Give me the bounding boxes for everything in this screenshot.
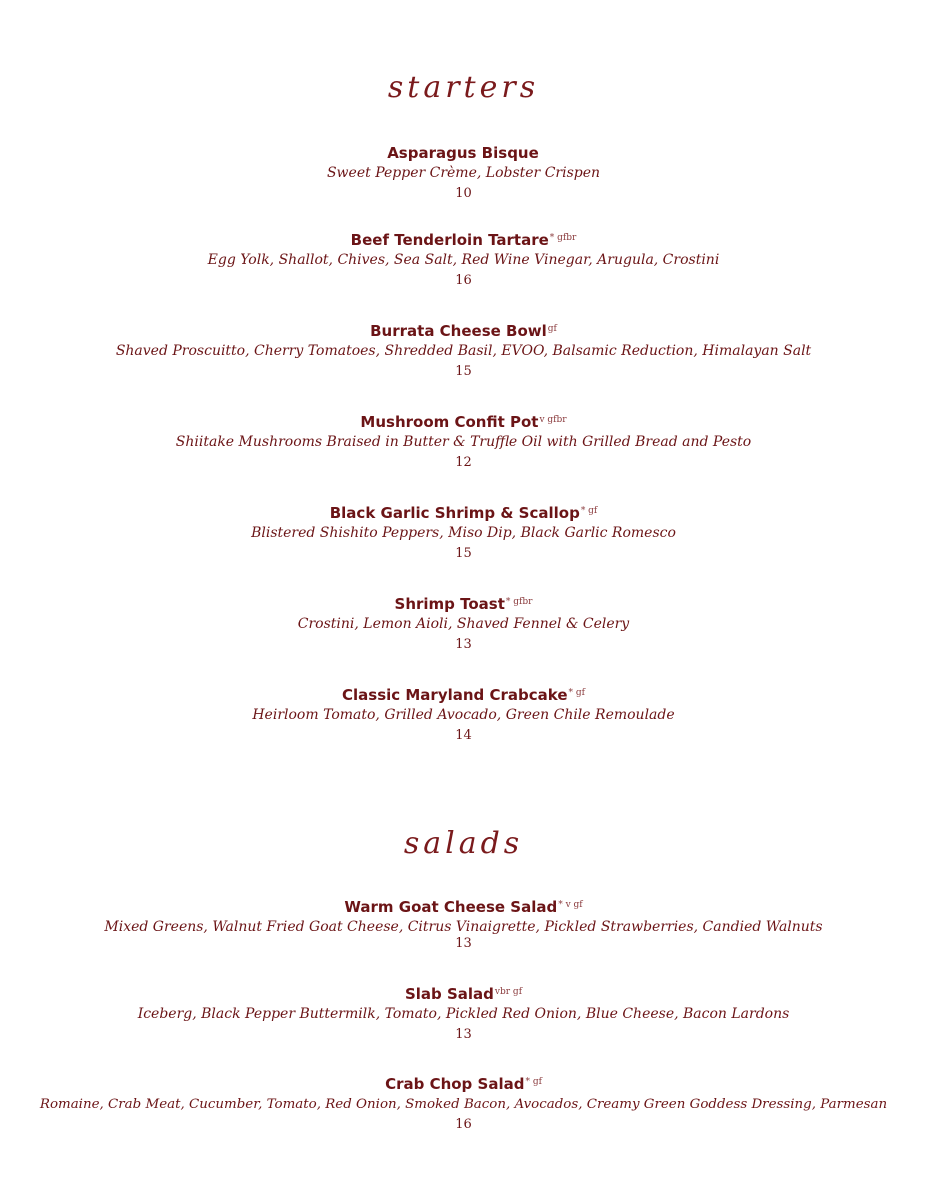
item-description: Crostini, Lemon Aioli, Shaved Fennel & Celery [297, 616, 630, 632]
item-description: Blistered Shishito Peppers, Miso Dip, Black Garlic Romesco [251, 525, 676, 541]
section-title-starters: starters [387, 70, 540, 105]
item-description: Sweet Pepper Crème, Lobster Crispen [326, 165, 601, 181]
item-name-text: Mushroom Confit Pot [360, 413, 539, 431]
item-description: Mixed Greens, Walnut Fried Goat Cheese, Citrus Vinaigrette, Pickled Strawberries, Candied Walnuts [104, 919, 823, 935]
item-dietary-tags: gf [547, 324, 557, 334]
item-dietary-tags: * gf [568, 688, 585, 698]
menu-item-crab-chop-salad [0, 1074, 927, 1135]
menu-item-burrata-cheese-bowl [0, 321, 927, 382]
item-name [0, 143, 927, 163]
item-name [0, 897, 927, 917]
item-dietary-tags: * gfbr [549, 233, 577, 243]
menu-item-warm-goat-cheese-salad [0, 897, 927, 954]
item-name [0, 230, 927, 250]
menu-item-slab-salad [0, 984, 927, 1045]
item-price: 13 [455, 637, 472, 652]
item-name-text: Crab Chop Salad [385, 1075, 525, 1093]
item-dietary-tags: vbr gf [494, 987, 523, 997]
item-price: 16 [455, 273, 472, 288]
item-name-text: Burrata Cheese Bowl [370, 322, 547, 340]
item-name-text: Asparagus Bisque [387, 144, 539, 162]
item-name [0, 321, 927, 341]
item-name [0, 594, 927, 614]
item-price: 13 [455, 1027, 472, 1042]
menu-item-beef-tenderloin-tartare [0, 230, 927, 291]
item-name [0, 984, 927, 1004]
item-description: Iceberg, Black Pepper Buttermilk, Tomato, Pickled Red Onion, Blue Cheese, Bacon Lardons [137, 1006, 790, 1022]
item-name [0, 685, 927, 705]
item-price: 14 [455, 728, 472, 743]
item-name [0, 503, 927, 523]
item-name [0, 412, 927, 432]
section-title-salads: salads [403, 826, 524, 861]
menu-item-mushroom-confit-pot [0, 412, 927, 473]
item-name-text: Beef Tenderloin Tartare [350, 231, 549, 249]
item-price: 16 [455, 1117, 472, 1132]
item-name-text: Classic Maryland Crabcake [342, 686, 568, 704]
item-dietary-tags: * v gf [558, 900, 583, 910]
item-description: Shaved Proscuitto, Cherry Tomatoes, Shredded Basil, EVOO, Balsamic Reduction, Himalayan Salt [115, 343, 812, 359]
item-dietary-tags: * gf [580, 506, 598, 516]
item-description: Shiitake Mushrooms Braised in Butter & Truffle Oil with Grilled Bread and Pesto [175, 434, 752, 450]
menu-item-classic-maryland-crabcake [0, 685, 927, 746]
item-price: 12 [455, 455, 472, 470]
item-description: Romaine, Crab Meat, Cucumber, Tomato, Red Onion, Smoked Bacon, Avocados, Creamy Green Goddess Dressing, Parmesan [39, 1097, 888, 1112]
menu-item-shrimp-toast [0, 594, 927, 655]
item-price: 10 [455, 186, 472, 201]
item-dietary-tags: * gf [525, 1077, 542, 1087]
item-dietary-tags: * gfbr [505, 597, 533, 607]
item-price: 15 [455, 546, 472, 561]
item-description: Heirloom Tomato, Grilled Avocado, Green Chile Remoulade [252, 707, 675, 723]
menu-item-black-garlic-shrimp-scallop [0, 503, 927, 564]
item-description: Egg Yolk, Shallot, Chives, Sea Salt, Red Wine Vinegar, Arugula, Crostini [207, 252, 720, 268]
item-name-text: Black Garlic Shrimp & Scallop [329, 504, 580, 522]
item-dietary-tags: v gfbr [539, 415, 567, 425]
item-price: 15 [455, 364, 472, 379]
item-name [0, 1074, 927, 1094]
item-name-text: Warm Goat Cheese Salad [344, 898, 558, 916]
item-price: 13 [455, 936, 472, 951]
menu-item-asparagus-bisque [0, 143, 927, 204]
item-name-text: Slab Salad [404, 985, 494, 1003]
item-name-text: Shrimp Toast [394, 595, 505, 613]
